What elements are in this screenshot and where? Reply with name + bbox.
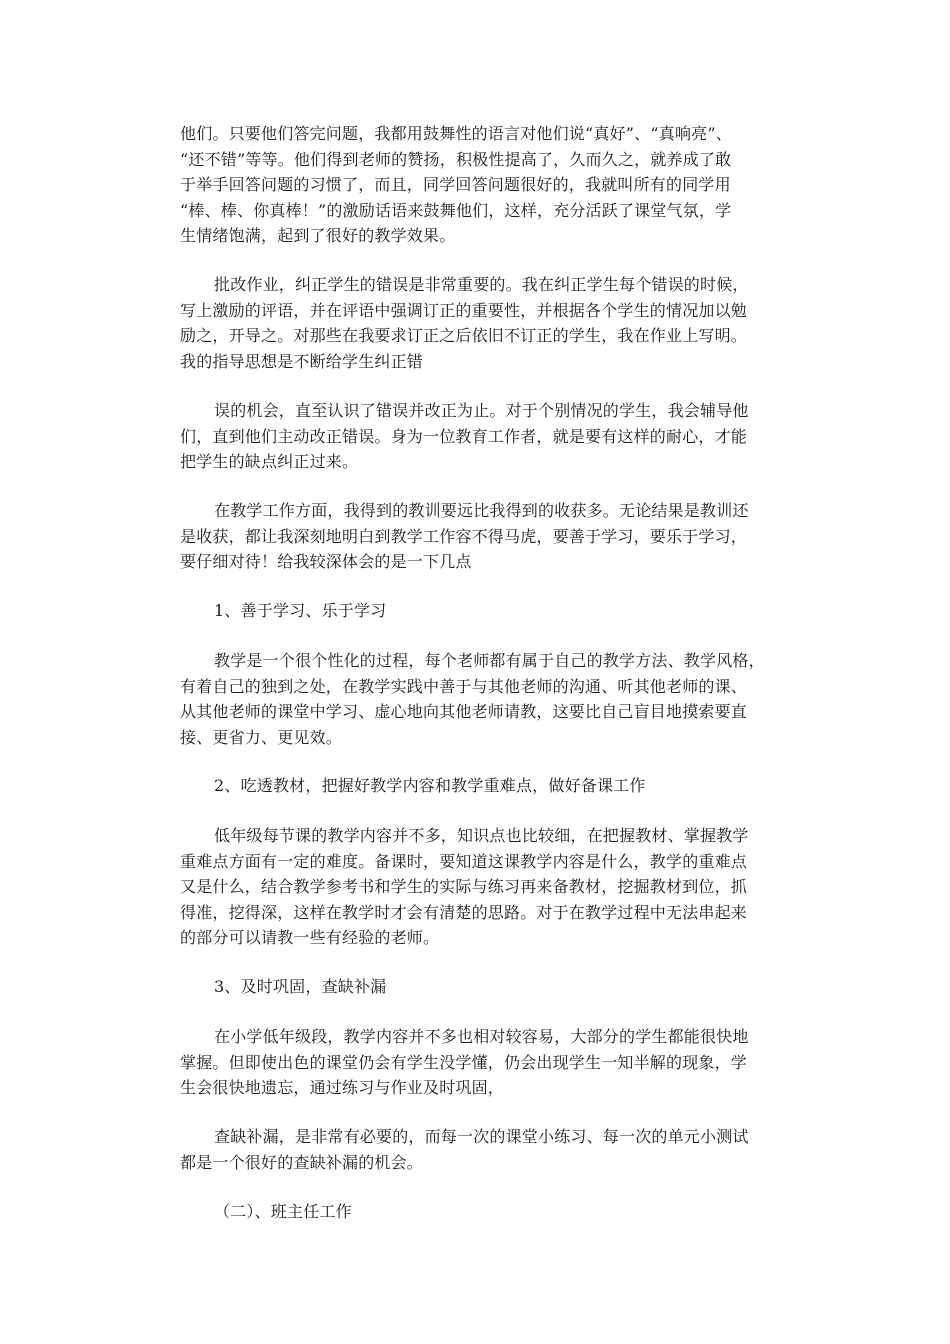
text-line: 把学生的缺点纠正过来。 [180, 452, 359, 471]
text-line: （二）、班主任工作 [214, 1202, 352, 1221]
text-line: 于举手回答问题的习惯了，而且，同学回答问题很好的，我就叫所有的同学用 [180, 175, 731, 194]
text-line: 是收获，都让我深刻地明白到教学工作容不得马虎，要善于学习，要乐于学习， [180, 526, 748, 546]
text-line: 的部分可以请教一些有经验的老师。 [180, 928, 440, 947]
text-line: 查缺补漏，是非常有必要的，而每一次的课堂小练习、每一次的单元小测试 [214, 1127, 749, 1146]
text-line: 写上激励的评语，并在评语中强调订正的重要性，并根据各个学生的情况加以勉 [180, 300, 748, 320]
text-line: 我的指导思想是不断给学生纠正错 [180, 351, 424, 371]
paragraph [180, 823, 780, 951]
text-line: 批改作业，纠正学生的错误是非常重要的。我在纠正学生每个错误的时候， [214, 275, 749, 294]
text-line: “还不错”等等。他们得到老师的赞扬，积极性提高了，久而久之，就养成了敢 [180, 149, 732, 169]
paragraph [180, 1124, 780, 1175]
text-line: 励之，开导之。对那些在我要求订正之后依旧不订正的学生，我在作业上写明。 [180, 326, 748, 345]
text-line: 得准，挖得深，这样在教学时才会有清楚的思路。对于在教学过程中无法串起来 [180, 902, 748, 922]
text-line: 生情绪饱满，起到了很好的教学效果。 [180, 226, 456, 245]
text-line: 1、善于学习、乐于学习 [214, 601, 387, 620]
text-line: 从其他老师的课堂中学习、虚心地向其他老师请教，这要比自己盲目地摸索要直 [180, 702, 748, 721]
text-line: 接、更省力、更见效。 [180, 727, 343, 747]
text-line: 重难点方面有一定的难度。备课时，要知道这课教学内容是什么，教学的重难点 [180, 851, 748, 871]
paragraph [180, 648, 780, 750]
text-line: 们，直到他们主动改正错误。身为一位教育工作者，就是要有这样的耐心，才能 [180, 426, 748, 446]
section-heading [180, 773, 780, 799]
section-heading [180, 598, 780, 624]
text-line: 低年级每节课的教学内容并不多，知识点也比较细，在把握教材、掌握教学 [214, 826, 749, 845]
text-line: 教学是一个很个性化的过程，每个老师都有属于自己的教学方法、教学风格， [214, 651, 765, 670]
text-line: 要仔细对待！给我较深体会的是一下几点 [180, 552, 472, 571]
section-heading [180, 974, 780, 1000]
paragraph [180, 398, 780, 475]
text-line: 2、吃透教材，把握好教学内容和教学重难点，做好备课工作 [214, 776, 646, 795]
paragraph [180, 1024, 780, 1101]
text-line: 在教学工作方面，我得到的教训要远比我得到的收获多。无论结果是教训还 [214, 501, 749, 520]
text-line: 他们。只要他们答完问题，我都用鼓舞性的语言对他们说“真好”、“真响亮”、 [180, 124, 732, 143]
text-line: 又是什么，结合教学参考书和学生的实际与练习再来备教材，挖掘教材到位，抓 [180, 877, 748, 896]
text-line: 有着自己的独到之处，在教学实践中善于与其他老师的沟通、听其他老师的课、 [180, 676, 748, 696]
text-line: 都是一个很好的查缺补漏的机会。 [180, 1152, 424, 1172]
text-line: “棒、棒、你真棒！”的激励话语来鼓舞他们，这样，充分活跃了课堂气氛，学 [180, 200, 732, 220]
text-line: 3、及时巩固，查缺补漏 [214, 977, 387, 996]
paragraph [180, 272, 780, 374]
section-heading [180, 1199, 780, 1225]
text-line: 掌握。但即使出色的课堂仍会有学生没学懂，仍会出现学生一知半解的现象，学 [180, 1052, 748, 1072]
text-line: 在小学低年级段，教学内容并不多也相对较容易，大部分的学生都能很快地 [214, 1027, 749, 1046]
paragraph [180, 498, 780, 575]
text-line: 生会很快地遗忘，通过练习与作业及时巩固， [180, 1078, 505, 1097]
text-line: 误的机会，直至认识了错误并改正为止。对于个别情况的学生，我会辅导他 [214, 401, 749, 420]
paragraph [180, 121, 780, 249]
